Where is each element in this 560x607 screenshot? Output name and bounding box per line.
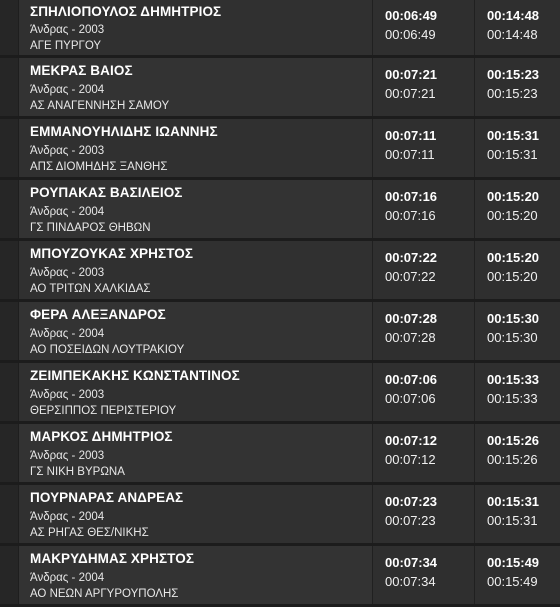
athlete-name[interactable]: ΡΟΥΠΑΚΑΣ ΒΑΣΙΛΕΙΟΣ (30, 185, 183, 200)
athlete-category: Άνδρας - 2004 (30, 572, 105, 584)
final-time-secondary: 00:15:49 (487, 574, 538, 589)
athlete-category: Άνδρας - 2003 (30, 267, 105, 279)
athlete-club: ΑΟ ΠΟΣΕΙΔΩΝ ΛΟΥΤΡΑΚΙΟΥ (30, 344, 185, 356)
final-time: 00:15:49 (487, 555, 540, 570)
athlete-club: ΘΕΡΣΙΠΠΟΣ ΠΕΡΙΣΤΕΡΙΟΥ (30, 405, 177, 417)
athlete-category: Άνδρας - 2003 (30, 450, 105, 462)
split-time: 00:07:16 (385, 189, 438, 204)
final-time-secondary: 00:15:30 (487, 330, 538, 345)
final-time-cell (474, 180, 560, 238)
split-time: 00:07:23 (385, 494, 438, 509)
split-time-secondary: 00:07:23 (385, 513, 436, 528)
final-time: 00:15:26 (487, 433, 540, 448)
split-time-secondary: 00:07:11 (385, 147, 435, 162)
athlete-name[interactable]: ΣΠΗΛΙΟΠΟΥΛΟΣ ΔΗΜΗΤΡΙΟΣ (30, 4, 222, 19)
athlete-name[interactable]: ΜΕΚΡΑΣ ΒΑΙΟΣ (30, 63, 133, 78)
athlete-club: ΑΣ ΡΗΓΑΣ ΘΕΣ/ΝΙΚΗΣ (30, 527, 149, 539)
final-time-secondary: 00:15:20 (487, 208, 538, 223)
athlete-club: ΑΣ ΑΝΑΓΕΝΝΗΣΗ ΣΑΜΟΥ (30, 100, 170, 112)
split-time: 00:07:28 (385, 311, 438, 326)
final-time: 00:15:20 (487, 189, 540, 204)
rank-cell (0, 241, 19, 299)
athlete-name[interactable]: ΠΟΥΡΝΑΡΑΣ ΑΝΔΡΕΑΣ (30, 490, 184, 505)
athlete-name[interactable]: ΜΑΚΡΥΔΗΜΑΣ ΧΡΗΣΤΟΣ (30, 551, 195, 566)
athlete-category: Άνδρας - 2004 (30, 328, 105, 340)
table-row[interactable] (0, 424, 560, 485)
final-time-cell (474, 58, 560, 116)
final-time-secondary: 00:15:31 (487, 513, 538, 528)
final-time-cell (474, 546, 560, 604)
split-time: 00:07:21 (385, 67, 438, 82)
athlete-category: Άνδρας - 2004 (30, 84, 105, 96)
split-time-cell (372, 180, 475, 238)
rank-cell (0, 58, 19, 116)
athlete-info (30, 204, 151, 236)
athlete-club: ΑΟ ΝΕΩΝ ΑΡΓΥΡΟΥΠΟΛΗΣ (30, 588, 179, 600)
rank-cell (0, 180, 19, 238)
final-time-secondary: 00:15:26 (487, 452, 538, 467)
athlete-category: Άνδρας - 2003 (30, 24, 105, 36)
final-time-secondary: 00:15:20 (487, 269, 538, 284)
split-time-secondary: 00:07:12 (385, 452, 436, 467)
table-row[interactable] (0, 180, 560, 241)
split-time: 00:07:12 (385, 433, 438, 448)
split-time-secondary: 00:07:28 (385, 330, 436, 345)
athlete-info (30, 82, 169, 114)
final-time-secondary: 00:15:31 (487, 147, 538, 162)
athlete-club: ΑΠΣ ΔΙΟΜΗΔΗΣ ΞΑΝΘΗΣ (30, 161, 168, 173)
final-time: 00:15:20 (487, 250, 540, 265)
final-time-cell (474, 0, 560, 55)
split-time-cell (372, 546, 475, 604)
final-time: 00:15:31 (487, 494, 540, 509)
athlete-info (30, 326, 184, 358)
final-time: 00:14:48 (487, 8, 540, 23)
rank-cell (0, 0, 19, 55)
athlete-info (30, 22, 104, 54)
split-time-cell (372, 241, 475, 299)
split-time-secondary: 00:07:22 (385, 269, 436, 284)
athlete-name[interactable]: ΜΑΡΚΟΣ ΔΗΜΗΤΡΙΟΣ (30, 429, 173, 444)
split-time-secondary: 00:07:16 (385, 208, 436, 223)
final-time-secondary: 00:15:33 (487, 391, 538, 406)
split-time: 00:07:11 (385, 128, 437, 143)
table-row[interactable] (0, 119, 560, 180)
athlete-club: ΑΟ ΤΡΙΤΩΝ ΧΑΛΚΙΔΑΣ (30, 283, 151, 295)
rank-cell (0, 302, 19, 360)
athlete-club: ΑΓΕ ΠΥΡΓΟΥ (30, 40, 102, 52)
final-time-cell (474, 302, 560, 360)
table-row[interactable] (0, 363, 560, 424)
athlete-category: Άνδρας - 2004 (30, 206, 105, 218)
rank-cell (0, 485, 19, 543)
rank-cell (0, 546, 19, 604)
athlete-info (30, 509, 149, 541)
final-time-secondary: 00:15:23 (487, 86, 538, 101)
final-time-cell (474, 241, 560, 299)
athlete-info (30, 143, 167, 175)
rank-cell (0, 363, 19, 421)
final-time-cell (474, 485, 560, 543)
athlete-category: Άνδρας - 2004 (30, 511, 105, 523)
split-time-secondary: 00:07:06 (385, 391, 436, 406)
final-time: 00:15:31 (487, 128, 540, 143)
final-time: 00:15:23 (487, 67, 540, 82)
athlete-category: Άνδρας - 2003 (30, 145, 105, 157)
athlete-club: ΓΣ ΝΙΚΗ ΒΥΡΩΝΑ (30, 466, 125, 478)
split-time-secondary: 00:06:49 (385, 27, 436, 42)
athlete-name[interactable]: ΦΕΡΑ ΑΛΕΞΑΝΔΡΟΣ (30, 307, 166, 322)
table-row[interactable] (0, 241, 560, 302)
split-time-cell (372, 424, 475, 482)
table-row[interactable] (0, 302, 560, 363)
split-time: 00:06:49 (385, 8, 438, 23)
split-time-secondary: 00:07:21 (385, 86, 436, 101)
split-time-cell (372, 363, 475, 421)
split-time-cell (372, 302, 475, 360)
table-row[interactable] (0, 58, 560, 119)
rank-cell (0, 119, 19, 177)
split-time-cell (372, 0, 475, 55)
rank-cell (0, 424, 19, 482)
final-time-cell (474, 119, 560, 177)
athlete-name[interactable]: ΜΠΟΥΖΟΥΚΑΣ ΧΡΗΣΤΟΣ (30, 246, 194, 261)
split-time-cell (372, 58, 475, 116)
table-row[interactable] (0, 485, 560, 546)
athlete-name[interactable]: ΕΜΜΑΝΟΥΗΛΙΔΗΣ ΙΩΑΝΝΗΣ (30, 124, 218, 139)
table-row[interactable] (0, 0, 560, 58)
final-time-cell (474, 363, 560, 421)
athlete-club: ΓΣ ΠΙΝΔΑΡΟΣ ΘΗΒΩΝ (30, 222, 151, 234)
athlete-name[interactable]: ΖΕΙΜΠΕΚΑΚΗΣ ΚΩΝΣΤΑΝΤΙΝΟΣ (30, 368, 240, 383)
split-time-cell (372, 485, 475, 543)
split-time: 00:07:34 (385, 555, 438, 570)
athlete-info (30, 387, 176, 419)
split-time-secondary: 00:07:34 (385, 574, 436, 589)
split-time: 00:07:22 (385, 250, 438, 265)
athlete-info (30, 448, 125, 480)
final-time-cell (474, 424, 560, 482)
split-time: 00:07:06 (385, 372, 438, 387)
athlete-info (30, 570, 178, 602)
table-row[interactable] (0, 546, 560, 607)
final-time-secondary: 00:14:48 (487, 27, 538, 42)
final-time: 00:15:33 (487, 372, 540, 387)
athlete-info (30, 265, 151, 297)
final-time: 00:15:30 (487, 311, 540, 326)
split-time-cell (372, 119, 475, 177)
athlete-category: Άνδρας - 2003 (30, 389, 105, 401)
